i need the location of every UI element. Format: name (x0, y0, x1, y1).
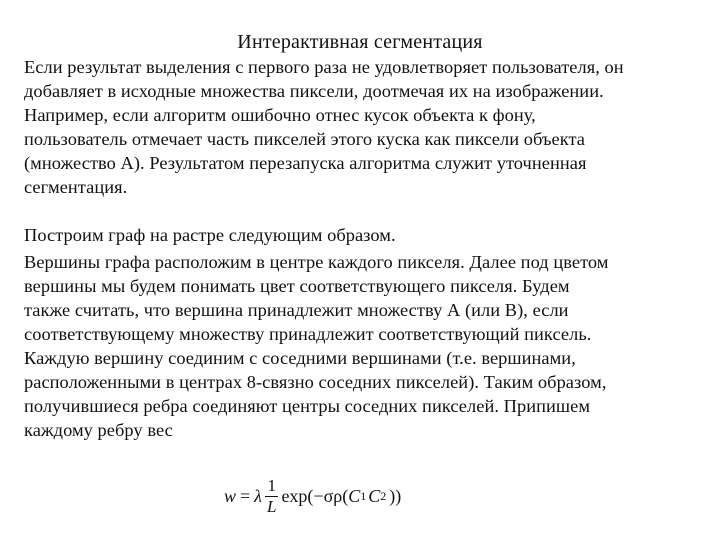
formula-fraction (265, 476, 278, 517)
text-line: добавляет в исходные множества пиксели, доотмечая их на изображении. (24, 81, 604, 101)
text-line: Построим граф на растре следующим образом. (24, 225, 396, 245)
text-line: расположенными в центрах 8-связно соседних пикселей). Таким образом, (24, 372, 607, 392)
text-line: также считать, что вершина принадлежит множеству А (или В), если (24, 300, 569, 320)
formula-c1-subscript: 1 (360, 488, 367, 503)
edge-weight-formula (224, 468, 401, 524)
text-line: Вершины графа расположим в центре каждого пикселя. Далее под цветом (24, 252, 609, 272)
paragraph-graph-edges (24, 346, 720, 442)
formula-close: )) (389, 485, 402, 506)
text-line: Каждую вершину соединим с соседними вершинами (т.е. вершинами, (24, 348, 576, 368)
formula-c2: C (368, 485, 381, 506)
paragraph-interactive-refinement (24, 55, 720, 199)
paragraph-graph-vertices (24, 250, 720, 346)
formula-c1: C (348, 485, 361, 506)
paragraph-graph-construction (24, 223, 720, 247)
text-line: сегментация. (24, 177, 128, 197)
formula-function: exp(−σρ( (281, 485, 349, 506)
formula-lhs: w (224, 485, 237, 506)
fraction-denominator: L (266, 496, 277, 516)
text-line: пользователь отмечает часть пикселей этого куска как пиксели объекта (24, 129, 585, 149)
text-line: каждому ребру вес (24, 420, 173, 440)
text-line: соответствующему множеству принадлежит соответствующий пиксель. (24, 324, 592, 344)
text-line: (множество А). Результатом перезапуска алгоритма служит уточненная (24, 153, 587, 173)
text-line: получившиеся ребра соединяют центры соседних пикселей. Припишем (24, 396, 591, 416)
slide-title: Интерактивная сегментация (237, 31, 483, 53)
fraction-numerator: 1 (267, 475, 276, 495)
text-line: Если результат выделения с первого раза не удовлетворяет пользователя, он (24, 57, 624, 77)
formula-lambda: λ (254, 485, 262, 506)
formula-c2-subscript: 2 (380, 488, 387, 503)
formula-equals: = (240, 485, 251, 506)
text-line: Например, если алгоритм ошибочно отнес кусок объекта к фону, (24, 105, 536, 125)
text-line: вершины мы будем понимать цвет соответствующего пикселя. Будем (24, 276, 570, 296)
